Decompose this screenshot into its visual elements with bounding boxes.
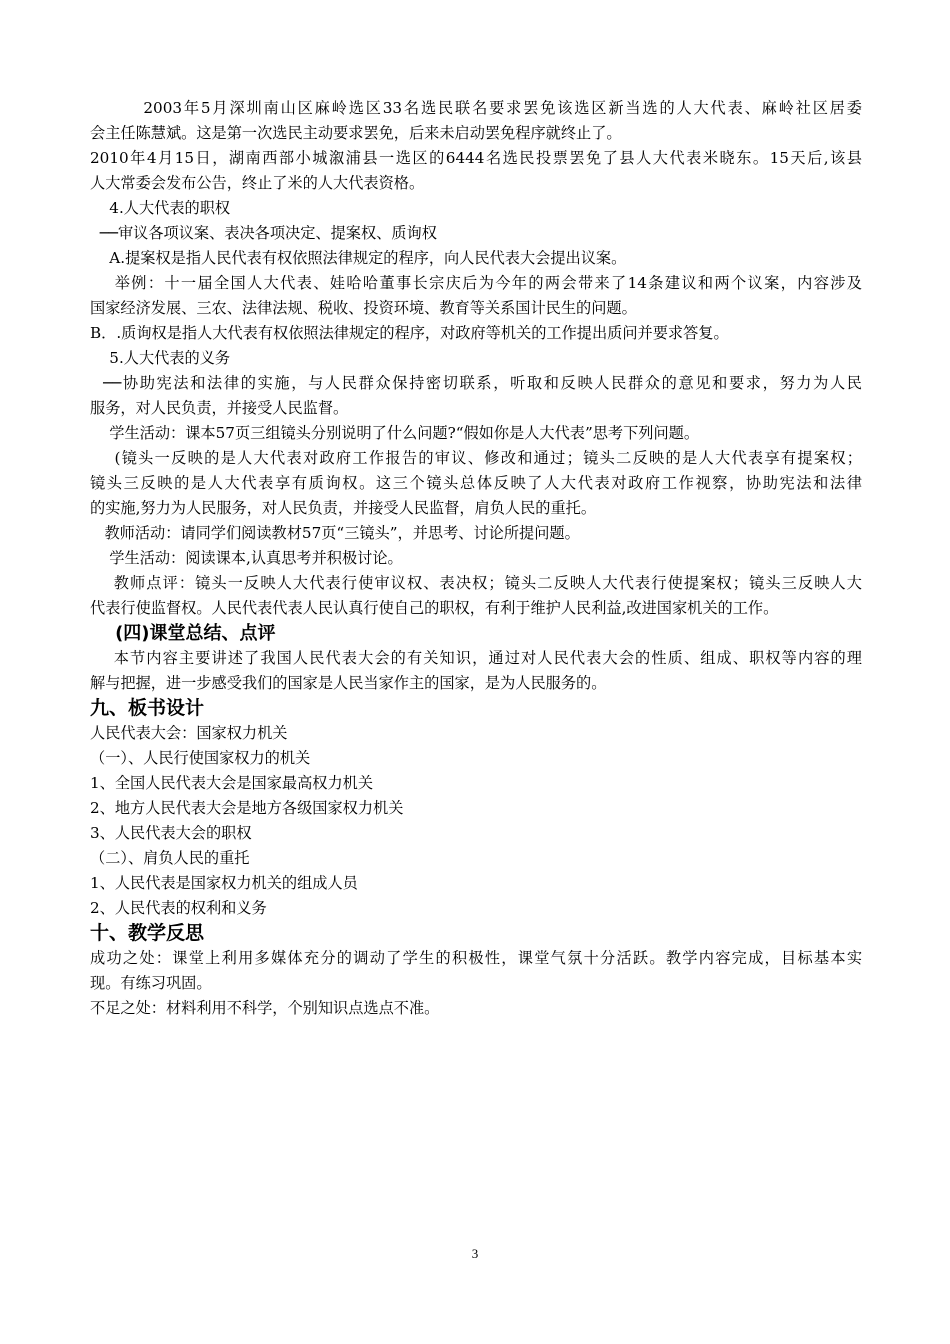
text-line: 国家经济发展、三农、法律法规、税收、投资环境、教育等关系国计民生的问题。 bbox=[90, 299, 637, 317]
document-page bbox=[90, 96, 862, 1021]
text-line: 解与把握，进一步感受我们的国家是人民当家作主的国家，是为人民服务的。 bbox=[90, 674, 607, 692]
text-line: 2003年5月深圳南山区麻岭选区33名选民联名要求罢免该选区新当选的人大代表、麻岭社区居委 bbox=[90, 99, 862, 117]
text-line: 教师活动：请同学们阅读教材57页“三镜头”，并思考、讨论所提问题。 bbox=[90, 524, 580, 542]
text-line: ──审议各项议案、表决各项决定、提案权、质询权 bbox=[90, 224, 437, 242]
text-line: 代表行使监督权。人民代表代表人民认真行使自己的职权，有利于维护人民利益,改进国家机关的工作。 bbox=[90, 599, 779, 617]
text-line: 4.人大代表的职权 bbox=[90, 199, 231, 217]
text-line: 的实施,努力为人民服务，对人民负责，并接受人民监督，肩负人民的重托。 bbox=[90, 499, 597, 517]
text-line: 不足之处：材料利用不科学，个别知识点选点不准。 bbox=[90, 999, 440, 1017]
section-heading-board-design: 九、板书设计 bbox=[90, 697, 205, 719]
summary-text bbox=[90, 646, 862, 696]
text-line: 学生活动：阅读课本,认真思考并积极讨论。 bbox=[90, 549, 403, 567]
text-line: A.提案权是指人民代表有权依照法律规定的程序，向人民代表大会提出议案。 bbox=[90, 249, 627, 267]
text-line: （二）、肩负人民的重托 bbox=[90, 849, 250, 867]
reflection-text bbox=[90, 946, 862, 1021]
section-heading-summary: (四)课堂总结、点评 bbox=[90, 623, 276, 644]
text-line: 会主任陈慧斌。这是第一次选民主动要求罢免，后来未启动罢免程序就终止了。 bbox=[90, 124, 622, 142]
text-line: 学生活动：课本57页三组镜头分别说明了什么问题?“假如你是人大代表”思考下列问题。 bbox=[90, 424, 700, 442]
body-text bbox=[90, 96, 862, 621]
board-design-list bbox=[90, 721, 862, 921]
text-line: 2、地方人民代表大会是地方各级国家权力机关 bbox=[90, 799, 404, 817]
text-line: 教师点评：镜头一反映人大代表行使审议权、表决权；镜头二反映人大代表行使提案权；镜头三反映人大 bbox=[90, 574, 862, 592]
text-line: 服务，对人民负责，并接受人民监督。 bbox=[90, 399, 349, 417]
text-line: 1、全国人民代表大会是国家最高权力机关 bbox=[90, 774, 374, 792]
page-number: 3 bbox=[471, 1246, 479, 1261]
text-line: 5.人大代表的义务 bbox=[90, 349, 231, 367]
text-line: (镜头一反映的是人大代表对政府工作报告的审议、修改和通过；镜头二反映的是人大代表享有提案权； bbox=[90, 449, 862, 467]
text-line: 3、人民代表大会的职权 bbox=[90, 824, 252, 842]
text-line: 举例：十一届全国人大代表、娃哈哈董事长宗庆后为今年的两会带来了14条建议和两个议案，内容涉及 bbox=[90, 274, 862, 292]
text-line: ──协助宪法和法律的实施，与人民群众保持密切联系，听取和反映人民群众的意见和要求，努力为人民 bbox=[90, 374, 862, 392]
text-line: （一）、人民行使国家权力的机关 bbox=[90, 749, 311, 767]
text-line: B．.质询权是指人大代表有权依照法律规定的程序，对政府等机关的工作提出质问并要求答复。 bbox=[90, 324, 729, 342]
text-line: 现。有练习巩固。 bbox=[90, 974, 212, 992]
section-heading-reflection: 十、教学反思 bbox=[90, 922, 205, 944]
text-line: 人民代表大会：国家权力机关 bbox=[90, 724, 288, 742]
text-line: 成功之处：课堂上利用多媒体充分的调动了学生的积极性，课堂气氛十分活跃。教学内容完成，目标基本实 bbox=[90, 949, 862, 967]
text-line: 2、人民代表的权利和义务 bbox=[90, 899, 267, 917]
text-line: 2010年4月15日，湖南西部小城溆浦县一选区的6444名选民投票罢免了县人大代表米晓东。15天后,该县 bbox=[90, 149, 862, 167]
text-line: 人大常委会发布公告，终止了米的人大代表资格。 bbox=[90, 174, 425, 192]
text-line: 本节内容主要讲述了我国人民代表大会的有关知识，通过对人民代表大会的性质、组成、职权等内容的理 bbox=[90, 649, 862, 667]
text-line: 1、人民代表是国家权力机关的组成人员 bbox=[90, 874, 358, 892]
text-line: 镜头三反映的是人大代表享有质询权。这三个镜头总体反映了人大代表对政府工作视察，协助宪法和法律 bbox=[90, 474, 862, 492]
